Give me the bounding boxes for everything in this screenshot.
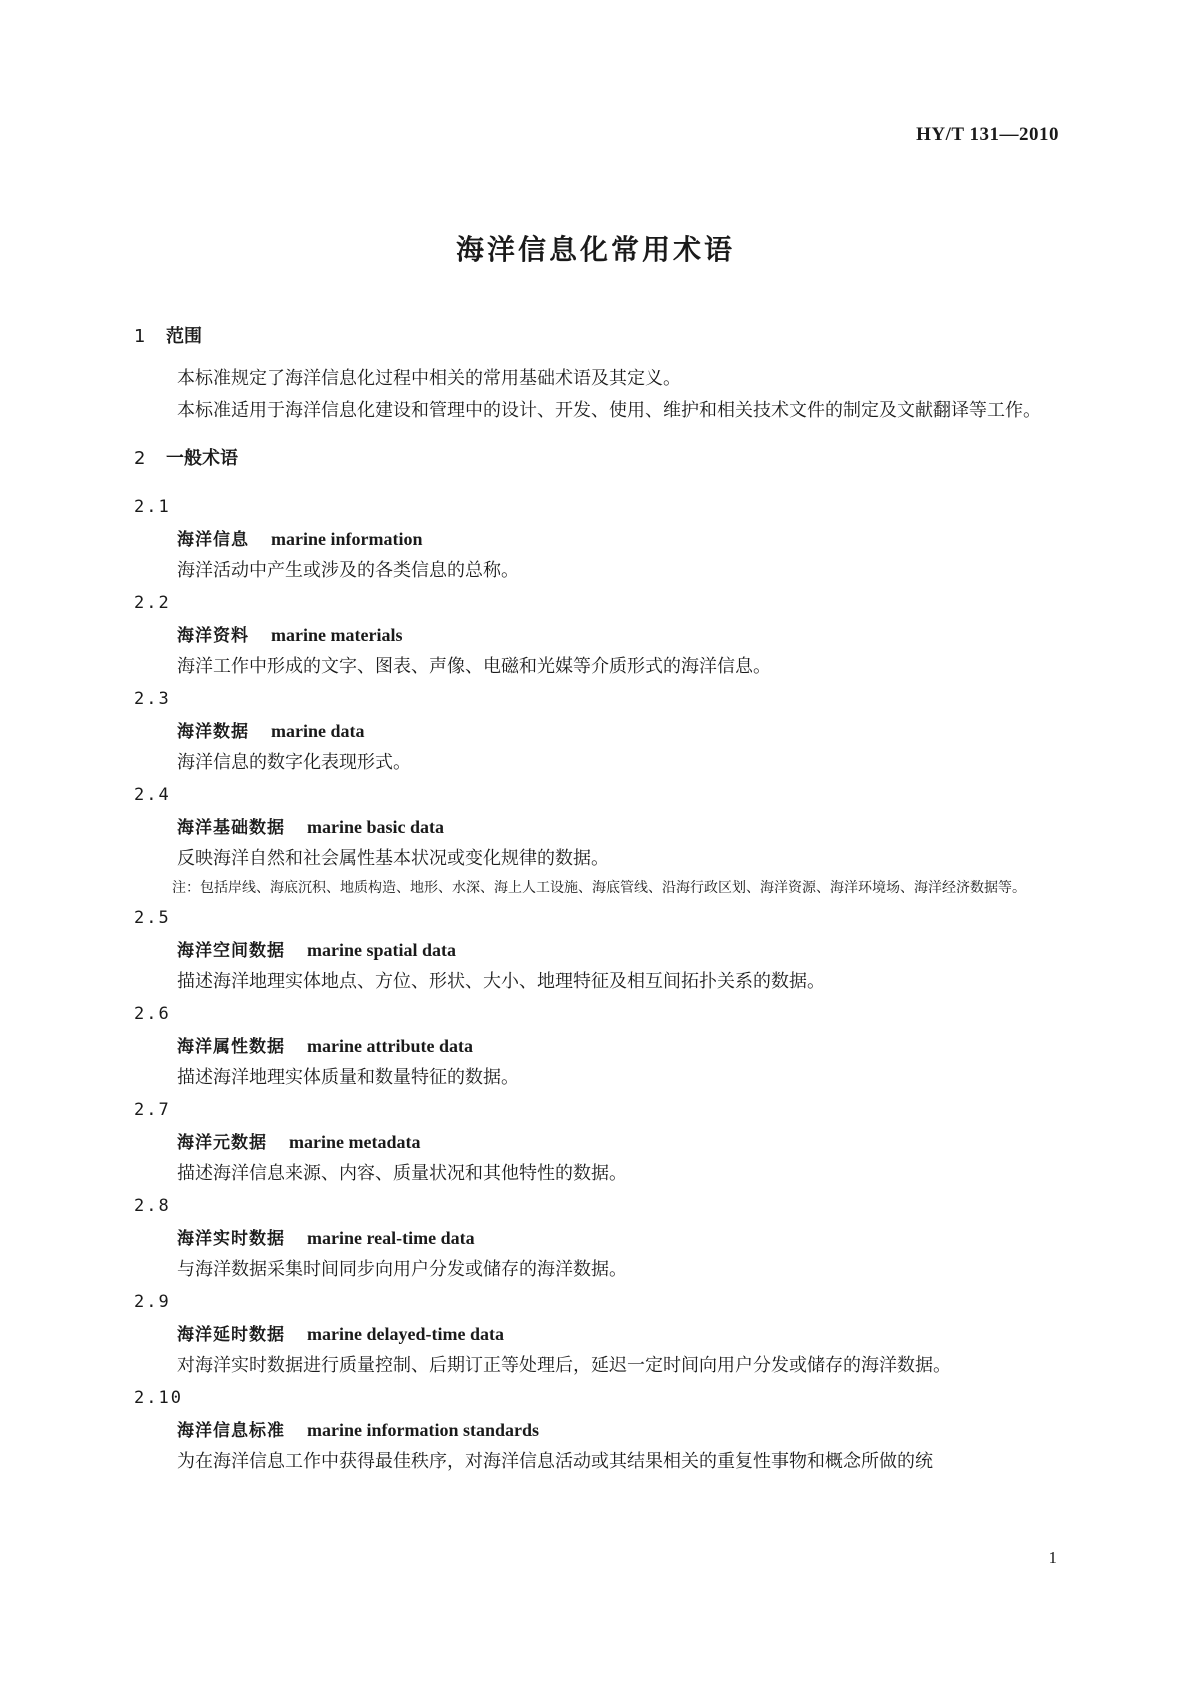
term-heading <box>134 811 1054 843</box>
term-english: marine materials <box>271 625 403 645</box>
term-english: marine delayed-time data <box>307 1324 504 1344</box>
term-entry <box>134 998 1054 1094</box>
term-definition: 与海洋数据采集时间同步向用户分发或储存的海洋数据。 <box>177 1259 627 1280</box>
term-chinese: 海洋实时数据 <box>177 1229 285 1249</box>
term-definition: 为在海洋信息工作中获得最佳秩序，对海洋信息活动或其结果相关的重复性事物和概念所做的统 <box>177 1451 933 1472</box>
section-heading <box>134 325 1054 349</box>
term-chinese: 海洋属性数据 <box>177 1037 285 1057</box>
term-entry <box>134 1094 1054 1190</box>
term-heading <box>134 1126 1054 1158</box>
term-definition: 海洋活动中产生或涉及的各类信息的总称。 <box>177 560 519 581</box>
term-number: 2.1 <box>134 497 171 517</box>
term-definition: 描述海洋地理实体质量和数量特征的数据。 <box>177 1067 519 1088</box>
term-definition: 海洋信息的数字化表现形式。 <box>177 752 411 773</box>
term-definition: 海洋工作中形成的文字、图表、声像、电磁和光媒等介质形式的海洋信息。 <box>177 656 771 677</box>
term-english: marine information <box>271 529 423 549</box>
term-entry <box>134 902 1054 998</box>
term-entry <box>134 683 1054 779</box>
term-entry <box>134 1286 1054 1382</box>
term-heading <box>134 619 1054 651</box>
term-entry <box>134 779 1054 902</box>
paragraph: 本标准规定了海洋信息化过程中相关的常用基础术语及其定义。 <box>177 368 681 389</box>
section-title: 一般术语 <box>166 448 238 469</box>
term-note: 注：包括岸线、海底沉积、地质构造、地形、水深、海上人工设施、海底管线、沿海行政区划、海洋资源、海洋环境场、海洋经济数据等。 <box>172 880 1026 896</box>
term-number: 2.7 <box>134 1100 171 1120</box>
term-number: 2.3 <box>134 689 171 709</box>
term-english: marine spatial data <box>307 940 457 960</box>
term-entry <box>134 1190 1054 1286</box>
standard-number: HY/T 131—2010 <box>916 124 1059 145</box>
term-english: marine data <box>271 721 365 741</box>
term-chinese: 海洋数据 <box>177 722 249 742</box>
term-number: 2.4 <box>134 785 171 805</box>
paragraph: 本标准适用于海洋信息化建设和管理中的设计、开发、使用、维护和相关技术文件的制定及文献翻译等工作。 <box>177 400 1041 421</box>
term-number: 2.6 <box>134 1004 171 1024</box>
term-english: marine information standards <box>307 1420 540 1440</box>
section-number: 1 <box>134 326 146 347</box>
term-definition: 描述海洋地理实体地点、方位、形状、大小、地理特征及相互间拓扑关系的数据。 <box>177 971 825 992</box>
document-title: 海洋信息化常用术语 <box>455 233 735 266</box>
term-entry <box>134 587 1054 683</box>
term-chinese: 海洋延时数据 <box>177 1325 285 1345</box>
term-heading <box>134 1414 1054 1446</box>
section-number: 2 <box>134 448 146 469</box>
term-number: 2.10 <box>134 1388 183 1408</box>
term-entry <box>134 491 1054 587</box>
section-heading <box>134 447 1054 471</box>
term-chinese: 海洋信息 <box>177 530 249 550</box>
page-number: 1 <box>1048 1548 1057 1567</box>
term-english: marine metadata <box>289 1132 421 1152</box>
term-definition: 描述海洋信息来源、内容、质量状况和其他特性的数据。 <box>177 1163 627 1184</box>
term-number: 2.2 <box>134 593 171 613</box>
term-number: 2.9 <box>134 1292 171 1312</box>
term-number: 2.5 <box>134 908 171 928</box>
term-definition: 对海洋实时数据进行质量控制、后期订正等处理后，延迟一定时间向用户分发或储存的海洋数据。 <box>177 1355 951 1376</box>
term-number: 2.8 <box>134 1196 171 1216</box>
term-english: marine basic data <box>307 817 444 837</box>
section-title: 范围 <box>166 326 202 347</box>
term-heading <box>134 715 1054 747</box>
term-english: marine real-time data <box>307 1228 475 1248</box>
term-heading <box>134 1030 1054 1062</box>
term-heading <box>134 934 1054 966</box>
term-heading <box>134 1318 1054 1350</box>
term-chinese: 海洋信息标准 <box>177 1421 285 1441</box>
term-chinese: 海洋基础数据 <box>177 818 285 838</box>
term-definition: 反映海洋自然和社会属性基本状况或变化规律的数据。 <box>177 848 609 869</box>
term-english: marine attribute data <box>307 1036 473 1056</box>
term-chinese: 海洋元数据 <box>177 1133 267 1153</box>
term-chinese: 海洋空间数据 <box>177 941 285 961</box>
term-entry <box>134 1382 1054 1478</box>
document-body <box>134 325 1054 1478</box>
term-heading <box>134 1222 1054 1254</box>
term-chinese: 海洋资料 <box>177 626 249 646</box>
term-heading <box>134 523 1054 555</box>
